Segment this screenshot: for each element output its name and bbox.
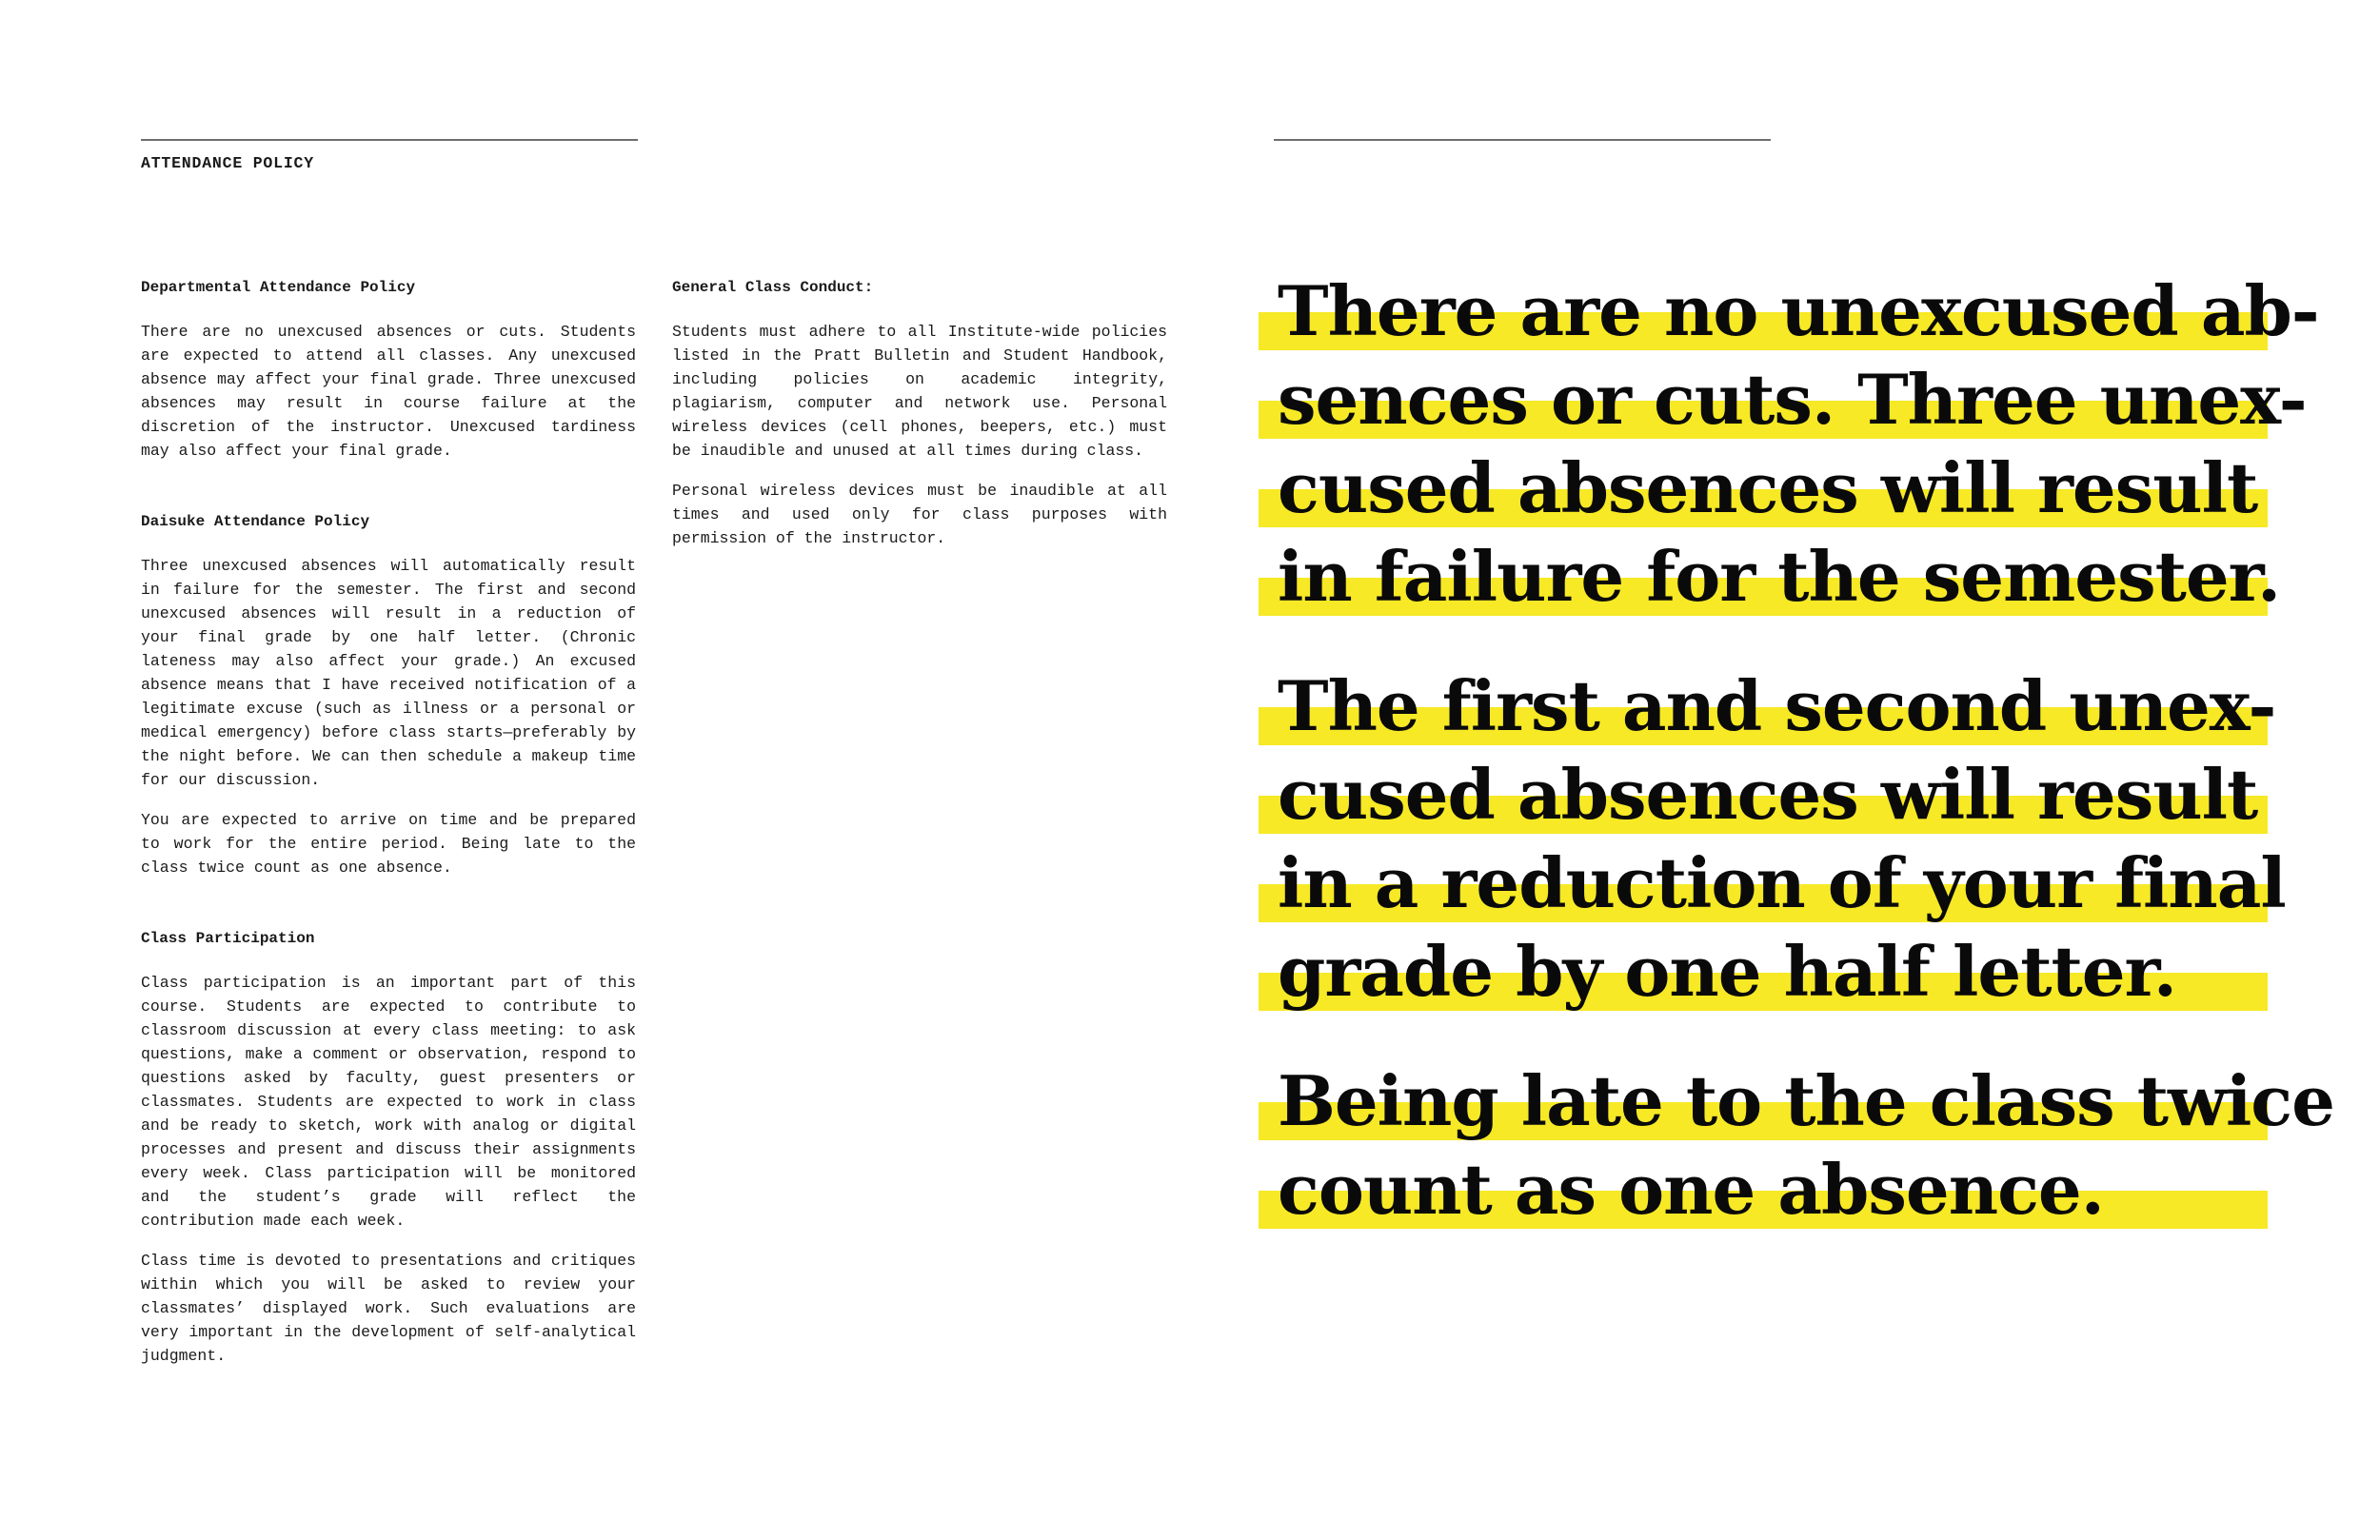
pull-quote [1259, 267, 2319, 621]
conduct-heading: General Class Conduct: [672, 279, 874, 296]
class-participation [141, 927, 636, 1368]
daisuke-heading: Daisuke Attendance Policy [141, 513, 370, 530]
quote-line: cused absences will result [1259, 750, 2268, 839]
quote-line: sences or cuts. Three unex- [1259, 355, 2268, 444]
right-top-rule [1274, 139, 1771, 141]
quote-line: in failure for the semester. [1259, 532, 2268, 621]
left-top-rule [141, 139, 638, 141]
conduct-paragraph: Personal wireless devices must be inaudible at all times and used only for class purposes with permission of the instructor. [672, 482, 1167, 547]
quote-line: in a reduction of your final [1259, 839, 2268, 927]
section-title: ATTENDANCE POLICY [141, 154, 314, 172]
participation-paragraph: Class participation is an important part of this course. Students are expected to contribute to classroom discussion at every class meeting: to ask questions, make a comment or observation, respond to questions asked by faculty, guest presenters or classmates. Students are expected to work in class and be ready to sketch, work with analog or digital processes and present and discuss their assignments every week. Class participation will be monitored and the student’s grade will reflect the contribution made each week. [141, 974, 636, 1230]
participation-paragraph: Class time is devoted to presentations and critiques within which you will be asked to review your classmates’ displayed work. Such evaluations are very important in the development of self-analytical judgment. [141, 1252, 636, 1365]
pull-quote [1259, 1056, 2334, 1234]
departmental-paragraph: There are no unexcused absences or cuts. Students are expected to attend all classes. Any unexcused absence may affect your final grade. Three unexcused absences may result in course failure at the discretion of the instructor. Unexcused tardiness may also affect your final grade. [141, 323, 636, 460]
daisuke-paragraph: You are expected to arrive on time and be prepared to work for the entire period. Being late to the class twice count as one absence. [141, 811, 636, 877]
quote-line: The first and second unex- [1259, 661, 2268, 750]
quote-line: There are no unexcused ab- [1259, 267, 2268, 355]
pull-quotes [1259, 267, 2334, 1274]
left-column [141, 276, 636, 1384]
conduct-paragraph: Students must adhere to all Institute-wide policies listed in the Pratt Bulletin and Student Handbook, including policies on academic integrity, plagiarism, computer and network use. Personal wireless devices (cell phones, beepers, etc.) must be inaudible and unused at all times during class. [672, 323, 1167, 460]
middle-column [672, 276, 1167, 566]
daisuke-paragraph: Three unexcused absences will automatically result in failure for the semester. The first and second unexcused absences will result in a reduction of your final grade by one half letter. (Chronic lateness may also affect your grade.) An excused absence means that I have received notification of a legitimate excuse (such as illness or a personal or medical emergency) before class starts—preferably by the night before. We can then schedule a makeup time for our discussion. [141, 557, 636, 789]
pull-quote [1259, 661, 2286, 1016]
general-conduct [672, 276, 1167, 550]
participation-heading: Class Participation [141, 930, 315, 947]
departmental-policy [141, 276, 636, 463]
quote-line: cused absences will result [1259, 444, 2268, 532]
daisuke-policy [141, 510, 636, 879]
quote-line: Being late to the class twice [1259, 1056, 2268, 1145]
quote-line: grade by one half letter. [1259, 927, 2268, 1016]
quote-line: count as one absence. [1259, 1145, 2268, 1234]
departmental-heading: Departmental Attendance Policy [141, 279, 416, 296]
